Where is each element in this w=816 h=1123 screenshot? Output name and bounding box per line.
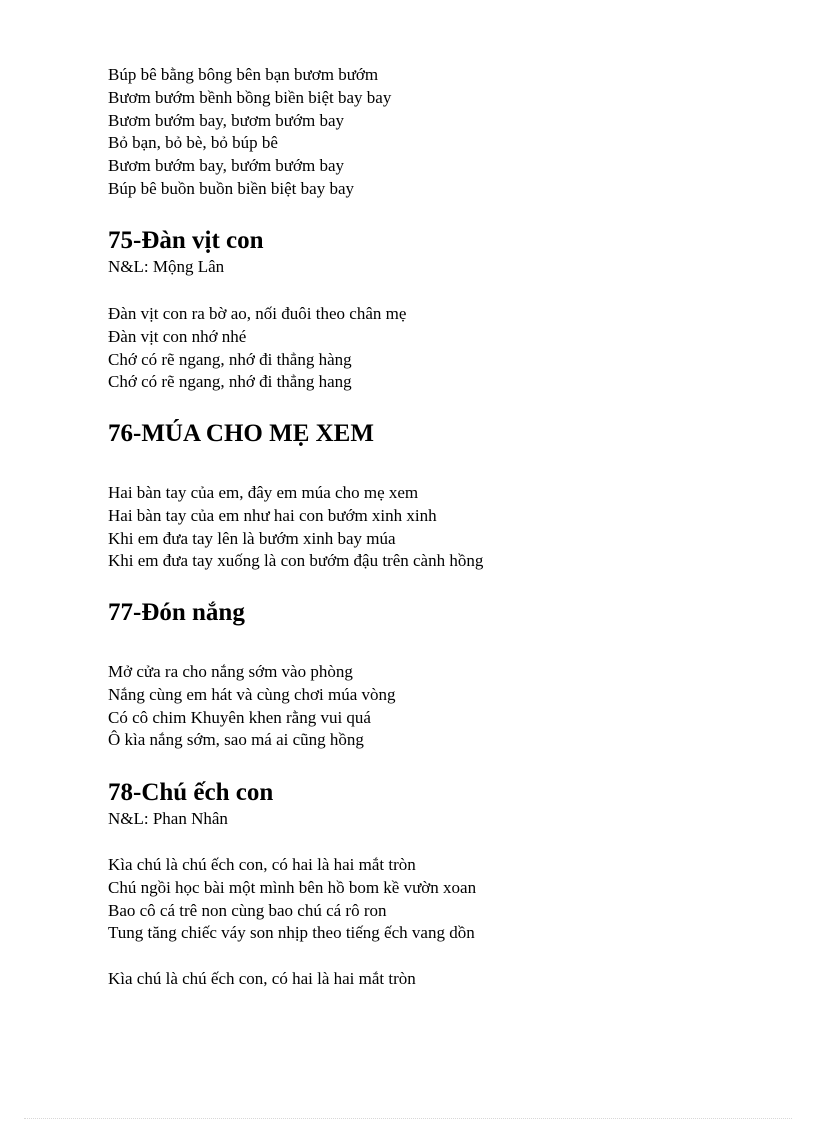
lyric-line: Bỏ bạn, bỏ bè, bỏ búp bê xyxy=(108,133,278,153)
song-75 xyxy=(108,226,748,278)
lyric-line: Đàn vịt con nhớ nhé xyxy=(108,326,247,346)
lyric-line: Bươm bướm bay, bươm bướm bay xyxy=(108,110,345,130)
lyric-line: Búp bê buồn buồn biền biệt bay bay xyxy=(108,178,354,198)
song-78-lyrics xyxy=(108,854,748,945)
song-credit: N&L: Mộng Lân xyxy=(108,257,225,276)
lyric-line: Khi em đưa tay xuống là con bướm đậu trên cành hồng xyxy=(108,551,484,571)
song-76-lyrics xyxy=(108,482,748,573)
lyric-line: Chớ có rẽ ngang, nhớ đi thẳng hàng xyxy=(108,349,352,369)
song-74-lyrics xyxy=(108,64,748,201)
song-title: 77-Đón nắng xyxy=(108,599,245,626)
lyric-line: Khi em đưa tay lên là bướm xinh bay múa xyxy=(108,528,396,548)
lyric-line: Nắng cùng em hát và cùng chơi múa vòng xyxy=(108,684,396,704)
lyric-line: Chú ngồi học bài một mình bên hồ bom kề vườn xoan xyxy=(108,877,477,897)
lyric-line: Mở cửa ra cho nắng sớm vào phòng xyxy=(108,662,353,681)
lyric-line: Hai bàn tay của em, đây em múa cho mẹ xem xyxy=(108,483,419,502)
lyric-line: Ô kìa nắng sớm, sao má ai cũng hồng xyxy=(108,730,364,750)
song-title: 76-MÚA CHO MẸ XEM xyxy=(108,420,374,447)
lyric-line: Bao cô cá trê non cùng bao chú cá rô ron xyxy=(108,900,387,920)
lyric-line: Có cô chim Khuyên khen rằng vui quá xyxy=(108,707,371,727)
lyric-line: Bươm bướm bềnh bồng biền biệt bay bay xyxy=(108,87,392,107)
lyric-line: Búp bê bằng bông bên bạn bươm bướm xyxy=(108,65,379,84)
song-credit: N&L: Phan Nhân xyxy=(108,809,228,828)
song-77 xyxy=(108,598,748,628)
lyric-line: Kìa chú là chú ếch con, có hai là hai mắt tròn xyxy=(108,855,416,874)
song-77-lyrics xyxy=(108,661,748,752)
lyric-line: Đàn vịt con ra bờ ao, nối đuôi theo chân mẹ xyxy=(108,304,407,323)
lyric-line: Kìa chú là chú ếch con, có hai là hai mắt tròn xyxy=(108,969,416,988)
song-75-lyrics xyxy=(108,303,748,394)
lyric-line: Bươm bướm bay, bướm bướm bay xyxy=(108,156,345,176)
lyric-line: Chớ có rẽ ngang, nhớ đi thẳng hang xyxy=(108,372,352,392)
lyric-line: Hai bàn tay của em như hai con bướm xinh xinh xyxy=(108,505,437,525)
song-78 xyxy=(108,778,748,830)
song-78-lyrics-refrain xyxy=(108,968,748,991)
song-76 xyxy=(108,419,748,449)
page-bottom-border xyxy=(24,1118,792,1119)
song-title: 75-Đàn vịt con xyxy=(108,227,264,254)
song-title: 78-Chú ếch con xyxy=(108,779,274,806)
lyric-line: Tung tăng chiếc váy son nhịp theo tiếng ếch vang dồn xyxy=(108,923,475,943)
